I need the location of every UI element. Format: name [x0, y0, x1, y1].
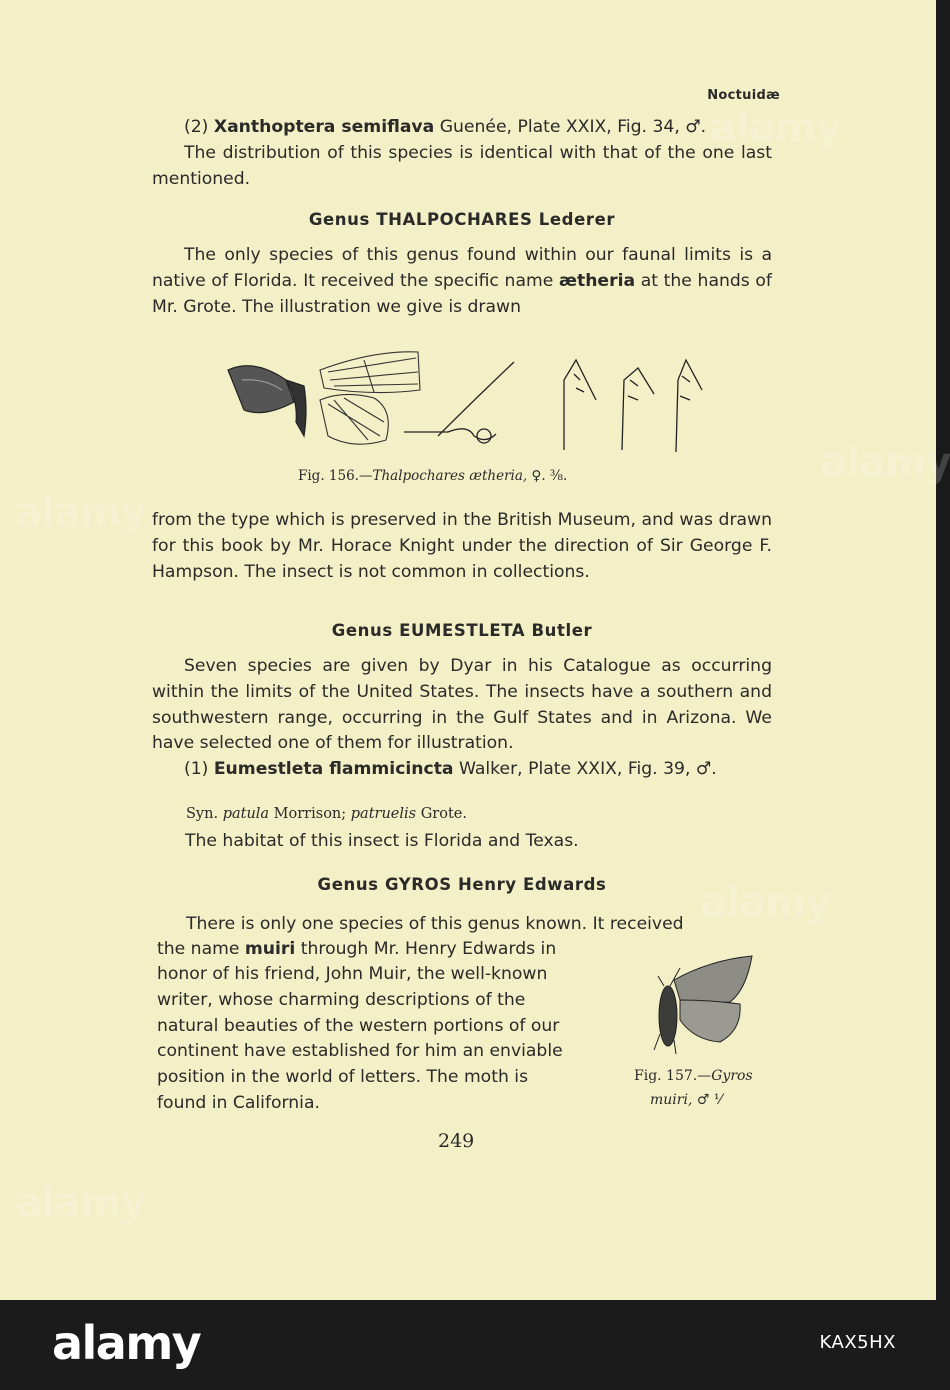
- wrapped-line: continent have established for him an enviable: [157, 1041, 563, 1062]
- syn-author: Morrison;: [269, 806, 351, 822]
- watermark-mark: alamy: [15, 490, 146, 536]
- watermark-mark: alamy: [15, 1180, 146, 1226]
- page-number: 249: [438, 1130, 475, 1152]
- species-entry-eumestleta: [152, 757, 772, 783]
- habitat-line: The habitat of this insect is Florida and Texas.: [185, 831, 579, 851]
- figure-species-name: Thalpochares ætheria,: [372, 468, 528, 484]
- image-id: KAX5HX: [819, 1332, 896, 1353]
- entry-number: (1): [184, 759, 214, 779]
- appendage-drawing: [404, 360, 702, 452]
- watermark-mark: alamy: [820, 440, 950, 486]
- syn-author: Grote.: [416, 806, 467, 822]
- wing-venation-drawing: [320, 352, 420, 444]
- wrapped-line: position in the world of letters. The moth is: [157, 1067, 529, 1088]
- wrapped-line: natural beauties of the western portions of our: [157, 1015, 560, 1036]
- watermark-mark: alamy: [710, 105, 841, 151]
- figure-scale: ♀. ⅜.: [527, 468, 568, 484]
- genus-heading: Genus THALPOCHARES Lederer: [308, 210, 616, 229]
- body-paragraph: The distribution of this species is identical with that of the one last mentioned.: [152, 142, 772, 189]
- figure-label: Fig. 156.—: [298, 468, 373, 484]
- entry-reference: Guenée, Plate XXIX, Fig. 34, ♂.: [434, 117, 707, 137]
- figure-label: Fig. 157.—: [634, 1068, 712, 1084]
- paragraph-text: the name: [157, 939, 245, 959]
- species-entry-xanthoptera: [152, 115, 772, 192]
- moth-drawing: [228, 366, 306, 436]
- genus-heading: Genus GYROS Henry Edwards: [317, 875, 607, 894]
- gyros-wrapped-text: [157, 962, 621, 1117]
- species-name: Eumestleta flammicincta: [213, 759, 454, 779]
- running-head: Noctuidæ: [707, 88, 780, 103]
- watermark-mark: alamy: [700, 880, 831, 926]
- gyros-second-line: [157, 937, 621, 963]
- body-paragraph: from the type which is preserved in the British Museum, and was drawn for this book by Mr. Horace Knight under the direction of Sir George F. Hampson. The insect is not common in collections.: [152, 510, 772, 582]
- entry-reference: Walker, Plate XXIX, Fig. 39, ♂.: [453, 759, 717, 779]
- figure-157-illustration: [650, 950, 760, 1060]
- genus-heading: Genus EUMESTLETA Butler: [331, 621, 593, 640]
- species-name: Xanthoptera semiflava: [213, 117, 435, 137]
- figure-157-caption-line2: [650, 1092, 722, 1108]
- synonym-name: patruelis: [350, 806, 417, 822]
- synonymy-line: [186, 806, 467, 822]
- gyros-first-line: There is only one species of this genus known. It received: [186, 914, 684, 934]
- figure-scale: ♂ ⅟: [692, 1092, 722, 1108]
- figure-156-caption: [298, 468, 567, 484]
- synonym-name: patula: [222, 806, 270, 822]
- wrapped-line: honor of his friend, John Muir, the well-known: [157, 964, 548, 984]
- wrapped-line: found in California.: [157, 1092, 320, 1113]
- figure-157-caption: [634, 1068, 753, 1084]
- body-paragraph: Seven species are given by Dyar in his Catalogue as occurring within the limits of the United States. The insects have a southern and southwestern range, occurring in the Gulf States and in Arizona. We have selected one of them for illustration.: [152, 656, 772, 754]
- figure-156-illustration: [224, 340, 704, 460]
- paragraph-text: through Mr. Henry Edwards in: [295, 939, 557, 959]
- entry-number: (2): [184, 117, 214, 137]
- wrapped-line: writer, whose charming descriptions of the: [157, 989, 526, 1010]
- species-name: muiri: [244, 939, 296, 959]
- species-name: ætheria: [558, 270, 636, 291]
- paragraph-text: at the hands of Mr. Grote. The illustration we give is drawn: [152, 270, 772, 317]
- body-paragraph: [152, 243, 772, 320]
- figure-species-name: Gyros: [711, 1068, 753, 1084]
- figure-species-name: muiri,: [650, 1092, 693, 1108]
- paragraph-text: The only species of this genus found within our faunal limits is a native of Florida. It received the specific name: [152, 245, 772, 291]
- brand-logo: alamy: [52, 1316, 201, 1370]
- syn-label: Syn.: [186, 806, 223, 822]
